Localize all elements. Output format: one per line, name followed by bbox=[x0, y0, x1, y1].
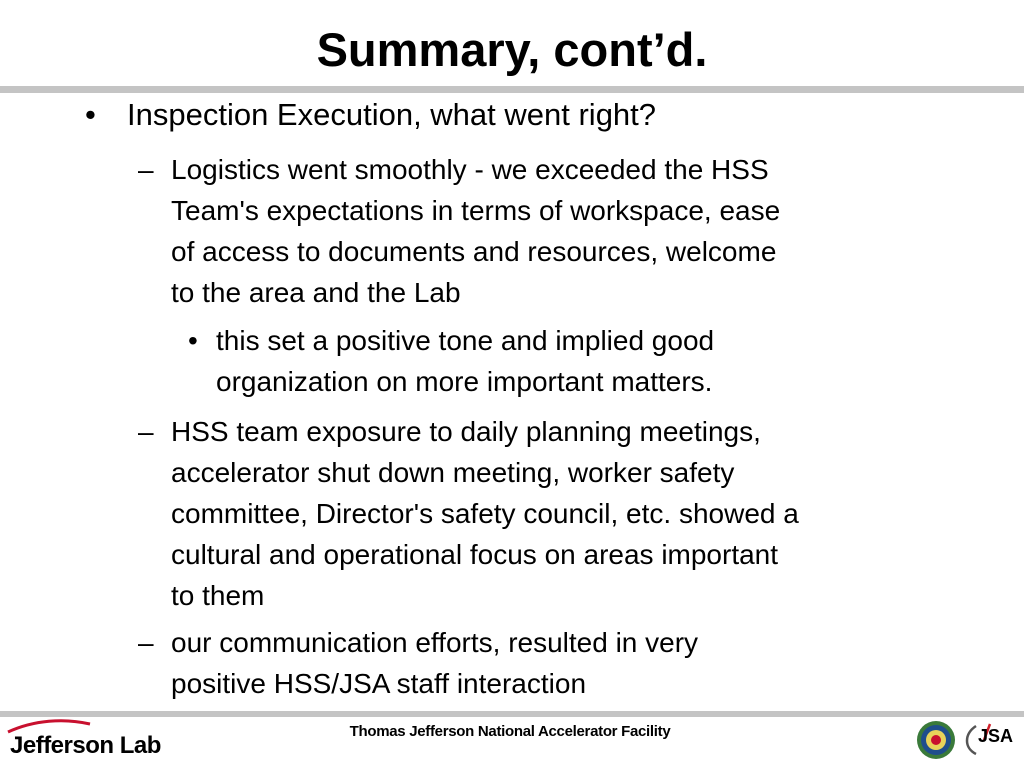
title-divider bbox=[0, 86, 1024, 93]
dash-marker: – bbox=[138, 416, 154, 447]
subitem-line: to the area and the Lab bbox=[171, 277, 461, 308]
subsubitem-positive-tone bbox=[188, 320, 916, 402]
jsa-logo bbox=[962, 720, 1020, 760]
jefferson-lab-logo-text: Jefferson Lab bbox=[10, 732, 161, 759]
doe-seal-icon bbox=[916, 720, 956, 760]
bullet-line: Inspection Execution, what went right? bbox=[127, 97, 657, 132]
subitem-line: to them bbox=[171, 580, 265, 611]
subitem-line: accelerator shut down meeting, worker safety bbox=[171, 457, 735, 488]
slide-title: Summary, cont’d. bbox=[316, 23, 708, 76]
subitem-line: cultural and operational focus on areas important bbox=[171, 539, 779, 570]
dash-marker: – bbox=[138, 154, 154, 185]
subitem-communication bbox=[138, 622, 961, 704]
footer-org-name: Thomas Jefferson National Accelerator Facility bbox=[349, 723, 671, 740]
subitem-line: Team's expectations in terms of workspace, ease bbox=[171, 195, 781, 226]
jsa-logo-text: JSA bbox=[978, 726, 1014, 746]
footer-divider bbox=[0, 711, 1024, 717]
subitem-line: Logistics went smoothly - we exceeded the HSS bbox=[171, 154, 769, 185]
subitem-line: our communication efforts, resulted in very bbox=[171, 627, 699, 658]
subitem-logistics bbox=[138, 149, 961, 313]
subsubitem-line: organization on more important matters. bbox=[216, 366, 713, 397]
bullet-marker: • bbox=[188, 325, 198, 356]
bullet-marker: • bbox=[85, 97, 96, 132]
bullet-item-inspection-execution bbox=[85, 95, 987, 135]
dash-marker: – bbox=[138, 627, 154, 658]
subitem-hss-exposure bbox=[138, 411, 961, 616]
jefferson-lab-logo bbox=[4, 718, 164, 764]
subitem-line: HSS team exposure to daily planning meetings, bbox=[171, 416, 761, 447]
subitem-line: committee, Director's safety council, etc. showed a bbox=[171, 498, 799, 529]
subsubitem-line: this set a positive tone and implied good bbox=[216, 325, 715, 356]
subitem-line: positive HSS/JSA staff interaction bbox=[171, 668, 587, 699]
subitem-line: of access to documents and resources, welcome bbox=[171, 236, 777, 267]
